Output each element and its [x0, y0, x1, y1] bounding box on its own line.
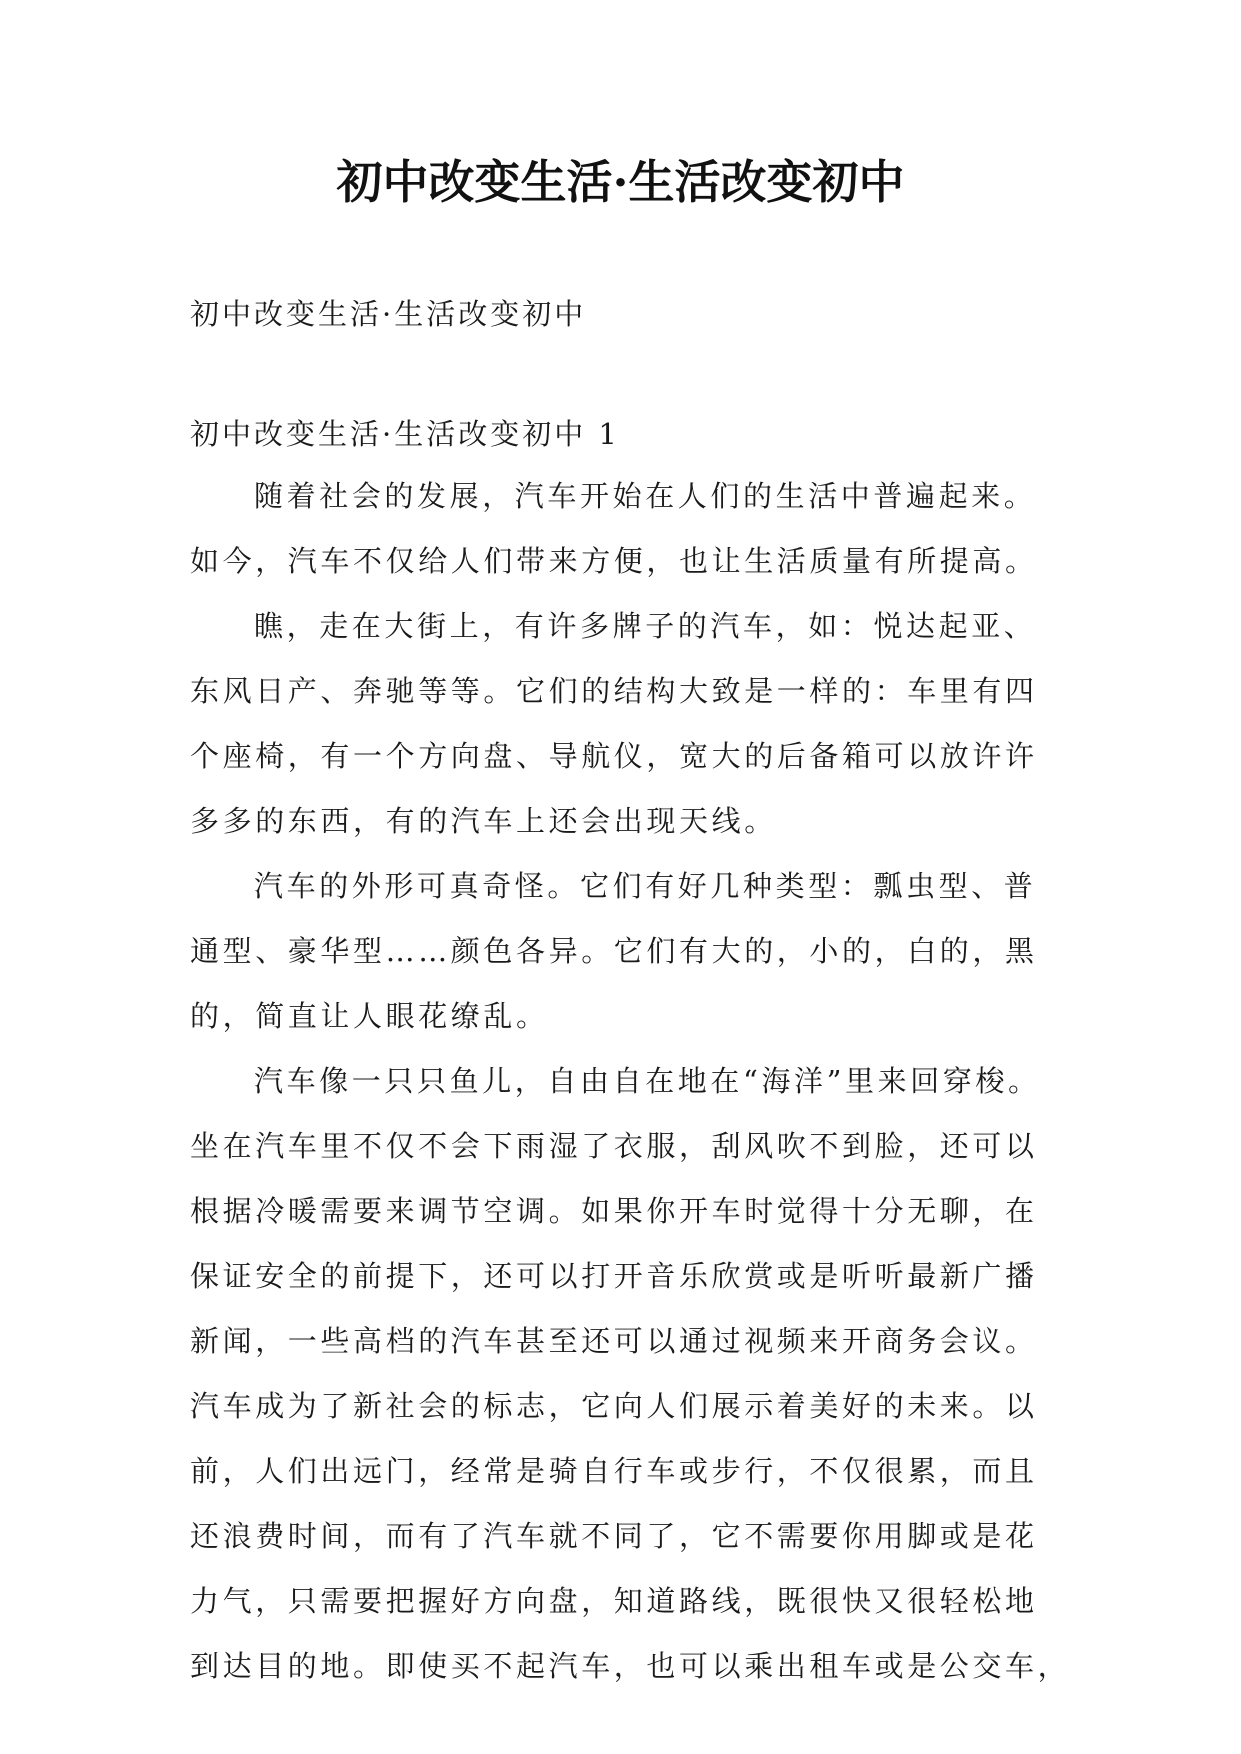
document-title: 初中改变生活·生活改变初中 [336, 155, 905, 209]
document-subtitle: 初中改变生活·生活改变初中 [190, 297, 587, 331]
paragraph-line: 个座椅，有一个方向盘、导航仪，宽大的后备箱可以放许许 [190, 739, 1038, 773]
body-text [190, 464, 1070, 1699]
paragraph-line: 汽车成为了新社会的标志，它向人们展示着美好的未来。以 [190, 1389, 1038, 1423]
paragraph-line: 汽车的外形可真奇怪。它们有好几种类型：瓢虫型、普 [254, 869, 1037, 903]
section-heading: 初中改变生活·生活改变初中 1 [190, 417, 620, 451]
paragraph-line: 通型、豪华型……颜色各异。它们有大的，小的，白的，黑 [190, 934, 1038, 968]
paragraph-line: 坐在汽车里不仅不会下雨湿了衣服，刮风吹不到脸，还可以 [190, 1129, 1038, 1163]
paragraph-line: 新闻，一些高档的汽车甚至还可以通过视频来开商务会议。 [190, 1324, 1038, 1358]
paragraph-line: 根据冷暖需要来调节空调。如果你开车时觉得十分无聊，在 [190, 1194, 1038, 1228]
paragraph-line: 的，简直让人眼花缭乱。 [190, 999, 549, 1033]
paragraph-line: 东风日产、奔驰等等。它们的结构大致是一样的：车里有四 [190, 674, 1038, 708]
paragraph-line: 到达目的地。即使买不起汽车，也可以乘出租车或是公交车， [190, 1649, 1071, 1683]
paragraph-line: 随着社会的发展，汽车开始在人们的生活中普遍起来。 [254, 479, 1037, 513]
paragraph-line: 前，人们出远门，经常是骑自行车或步行，不仅很累，而且 [190, 1454, 1038, 1488]
paragraph-line: 如今，汽车不仅给人们带来方便，也让生活质量有所提高。 [190, 544, 1038, 578]
paragraph-line: 保证安全的前提下，还可以打开音乐欣赏或是听听最新广播 [190, 1259, 1038, 1293]
paragraph-line: 瞧，走在大街上，有许多牌子的汽车，如：悦达起亚、 [254, 609, 1037, 643]
paragraph-line: 力气，只需要把握好方向盘，知道路线，既很快又很轻松地 [190, 1584, 1038, 1618]
paragraph-line: 还浪费时间，而有了汽车就不同了，它不需要你用脚或是花 [190, 1519, 1038, 1553]
paragraph-line: 多多的东西，有的汽车上还会出现天线。 [190, 804, 777, 838]
paragraph-line: 汽车像一只只鱼儿，自由自在地在“海洋”里来回穿梭。 [254, 1064, 1041, 1098]
